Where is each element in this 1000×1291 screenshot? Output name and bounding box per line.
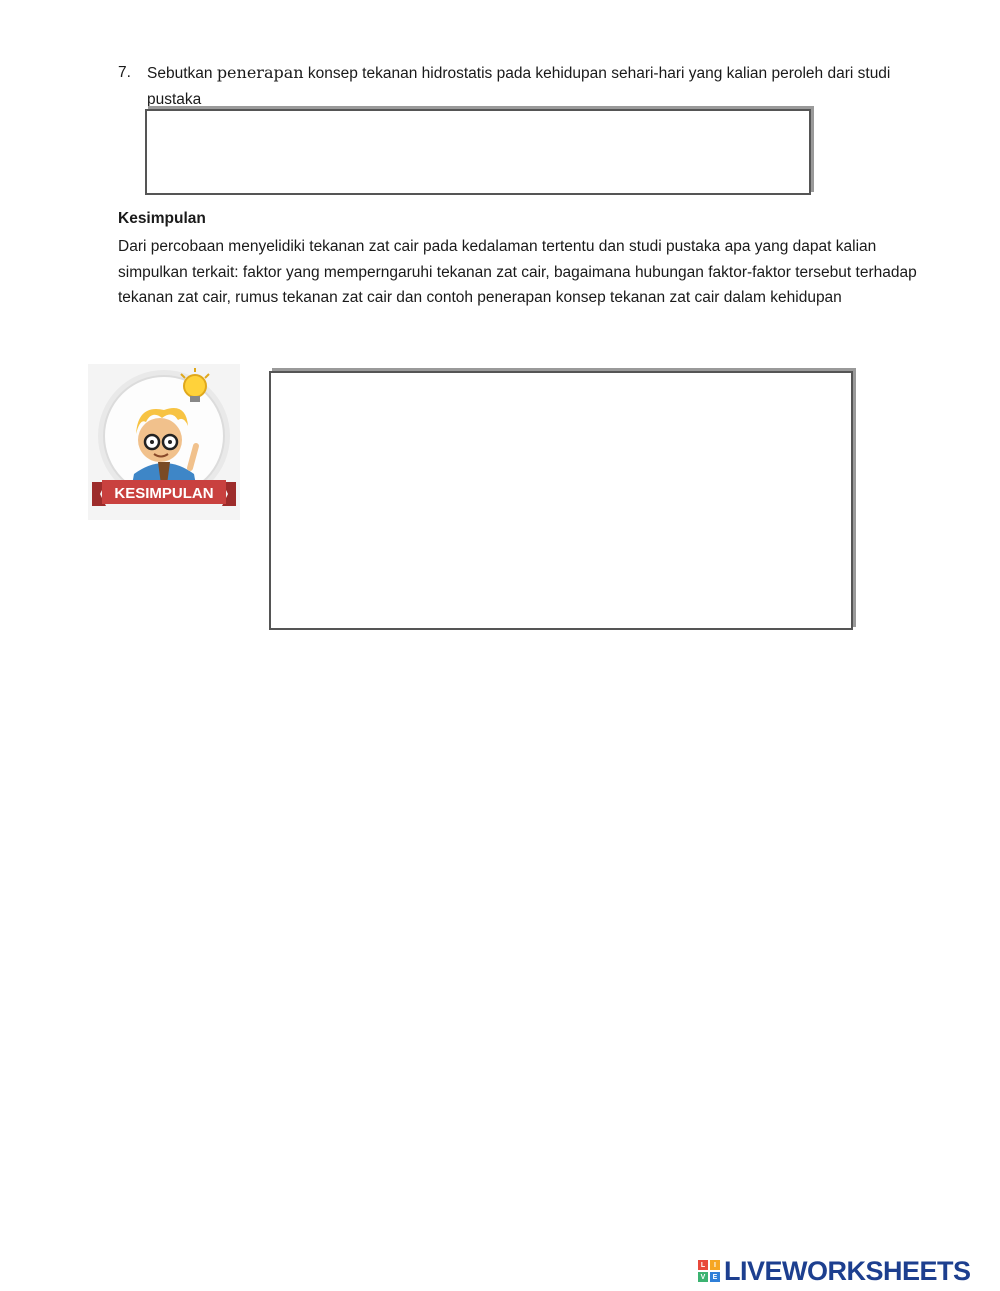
kesimpulan-badge bbox=[88, 364, 240, 520]
question-text-start: Sebutkan bbox=[147, 65, 217, 82]
logo-tile-grid bbox=[698, 1260, 720, 1282]
logo-tile-i: I bbox=[710, 1260, 720, 1270]
question-text-end: konsep tekanan hidrostatis pada kehidupan sehari-hari yang kalian peroleh dari studi pustaka bbox=[147, 65, 891, 108]
liveworksheets-logo[interactable] bbox=[698, 1254, 971, 1288]
question-text bbox=[147, 60, 948, 113]
logo-tile-v: V bbox=[698, 1272, 708, 1282]
conclusion-answer-input[interactable] bbox=[271, 373, 851, 628]
conclusion-heading: Kesimpulan bbox=[118, 210, 206, 227]
conclusion-instructions: Dari percobaan menyelidiki tekanan zat cair pada kedalaman tertentu dan studi pustaka apa yang dapat kalian simpulkan terkait: faktor yang memperngaruhi tekanan zat cair, bagaimana hubungan faktor-faktor tersebut terhadap tekanan zat cair, rumus tekanan zat cair dan contoh penerapan konsep tekanan zat cair dalam kehidupan bbox=[118, 238, 917, 306]
logo-wordmark: LIVEWORKSHEETS bbox=[724, 1255, 971, 1286]
question-7-answer-box bbox=[145, 109, 811, 195]
logo-tile-l: L bbox=[698, 1260, 708, 1270]
logo-tile-e: E bbox=[710, 1272, 720, 1282]
badge-label: KESIMPULAN bbox=[114, 485, 214, 502]
question-emphasis: penerapan bbox=[216, 63, 304, 82]
kesimpulan-illustration bbox=[88, 364, 240, 520]
question-7 bbox=[118, 60, 948, 113]
question-7-answer-input[interactable] bbox=[147, 111, 809, 193]
question-number: 7. bbox=[118, 64, 131, 81]
conclusion-answer-box bbox=[269, 371, 853, 630]
